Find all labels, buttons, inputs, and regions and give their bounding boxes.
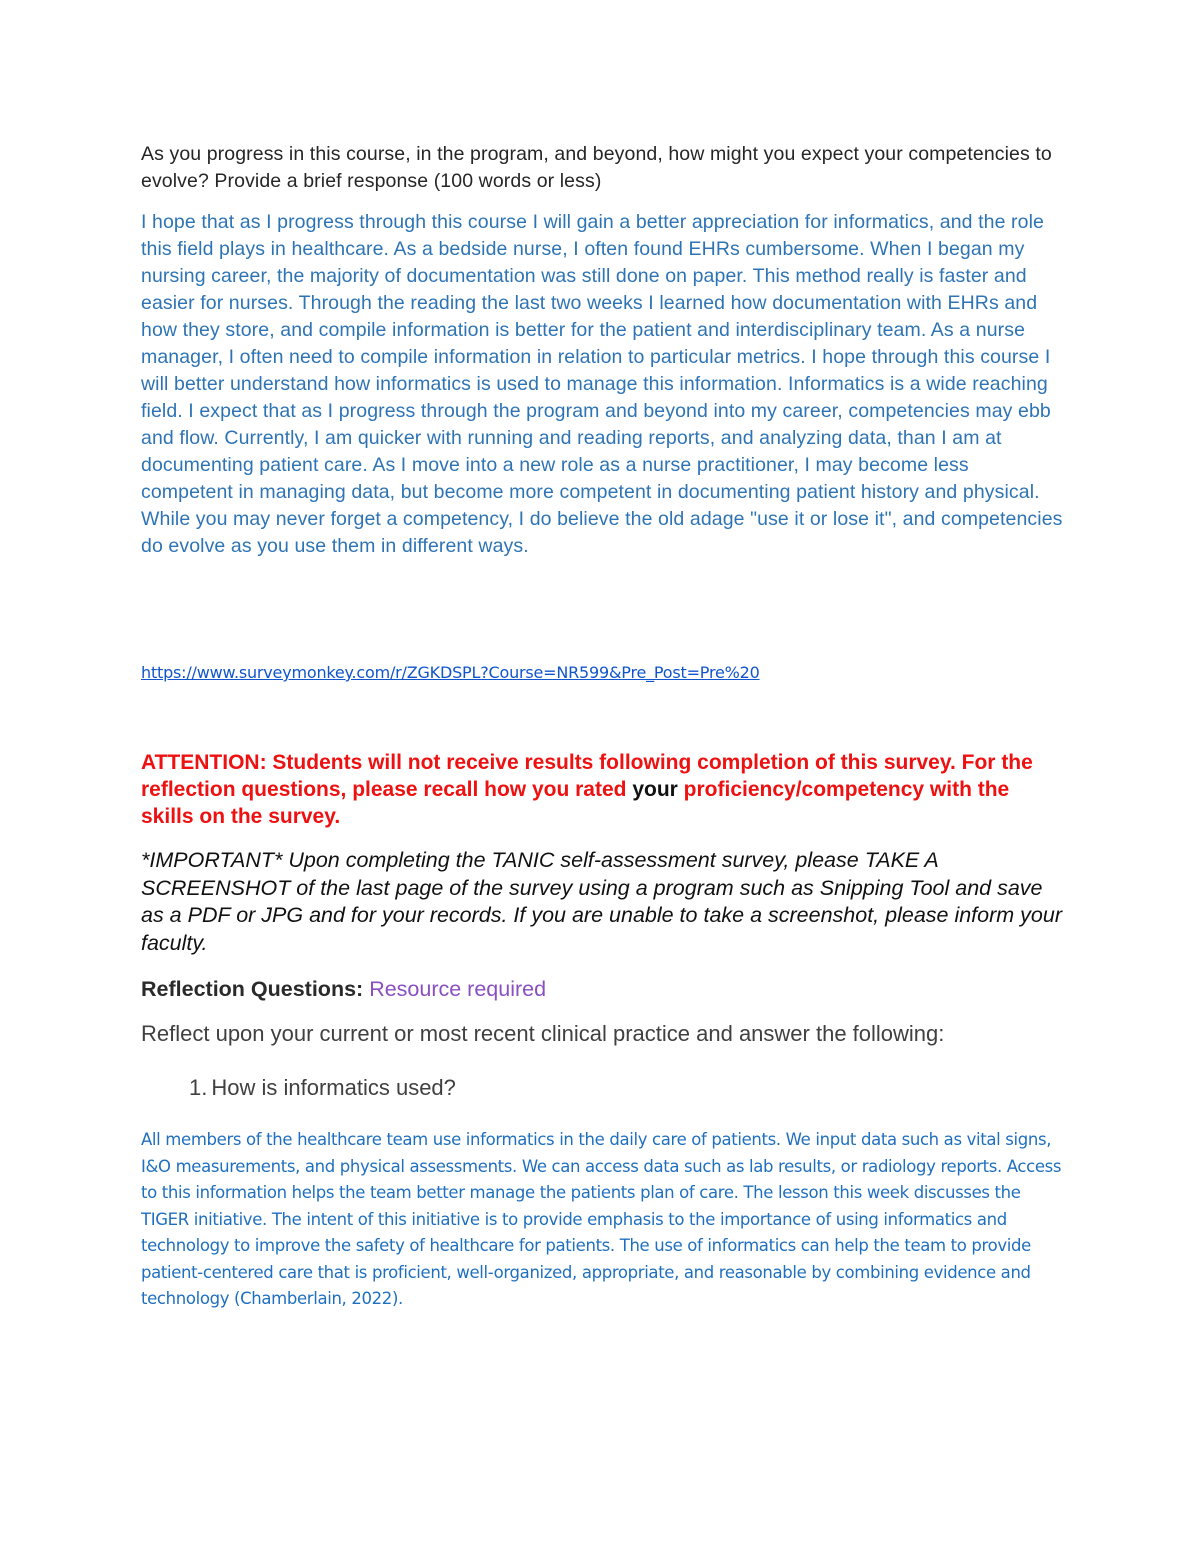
competency-answer: I hope that as I progress through this course I will gain a better appreciation for informatics, and the role this field plays in healthcare. As a bedside nurse, I often found EHRs cumbersome. When I began my nursing career, the majority of documentation was still done on paper. This method really is faster and easier for nurses. Through the reading the last two weeks I learned how documentation with EHRs and how they store, and compile information is better for the patient and interdisciplinary team. As a nurse manager, I often need to compile information in relation to particular metrics. I hope through this course I will better understand how informatics is used to manage this information. Informatics is a wide reaching field. I expect that as I progress through the program and beyond into my career, competencies may ebb and flow. Currently, I am quicker with running and reading reports, and analyzing data, than I am at documenting patient care. As I move into a new role as a nurse practitioner, I may become less competent in managing data, but become more competent in documenting patient history and physical. While you may never forget a competency, I do believe the old adage "use it or lose it", and competencies do evolve as you use them in different ways. (141, 211, 1063, 557)
important-note: *IMPORTANT* Upon completing the TANIC self-assessment survey, please TAKE A SCREENSHOT of the last page of the survey using a program such as Snipping Tool and save as a PDF or JPG and for your records. If you are unable to take a screenshot, please inform your faculty. (141, 848, 1062, 955)
attention-text-your: your (632, 778, 678, 801)
reflection-instruction: Reflect upon your current or most recent clinical practice and answer the following: (141, 1021, 945, 1046)
list-number: 1. (189, 1075, 208, 1100)
attention-notice (141, 749, 1066, 830)
informatics-answer: All members of the healthcare team use informatics in the daily care of patients. We input data such as vital signs, I&O measurements, and physical assessments. We can access data such as lab results, or radiology reports. Access to this information helps the team better manage the patients plan of care. The lesson this week discusses the TIGER initiative. The intent of this initiative is to provide emphasis to the importance of using informatics and technology to improve the safety of healthcare for patients. The use of informatics can help the team to provide patient-centered care that is proficient, well-organized, appropriate, and reasonable by combining evidence and technology (Chamberlain, 2022). (141, 1130, 1062, 1308)
competency-question: As you progress in this course, in the program, and beyond, how might you expect your competencies to evolve? Provide a brief response (100 words or less) (141, 143, 1052, 192)
list-item (189, 1073, 1066, 1103)
document-content (141, 141, 1066, 1313)
attention-text-2: proficiency/competency with the skills on the survey. (141, 778, 1010, 828)
list-question-text: How is informatics used? (211, 1075, 456, 1100)
question-list (141, 1073, 1066, 1103)
survey-link[interactable]: https://www.surveymonkey.com/r/ZGKDSPL?Course=NR599&Pre_Post=Pre%20 (141, 663, 760, 682)
reflection-heading (141, 975, 1066, 1003)
resource-required: Resource required (369, 977, 547, 1001)
reflection-label: Reflection Questions: (141, 977, 364, 1001)
attention-text-1: ATTENTION: Students will not receive results following completion of this survey. For the reflection questions, please recall how you rated (141, 751, 1033, 801)
